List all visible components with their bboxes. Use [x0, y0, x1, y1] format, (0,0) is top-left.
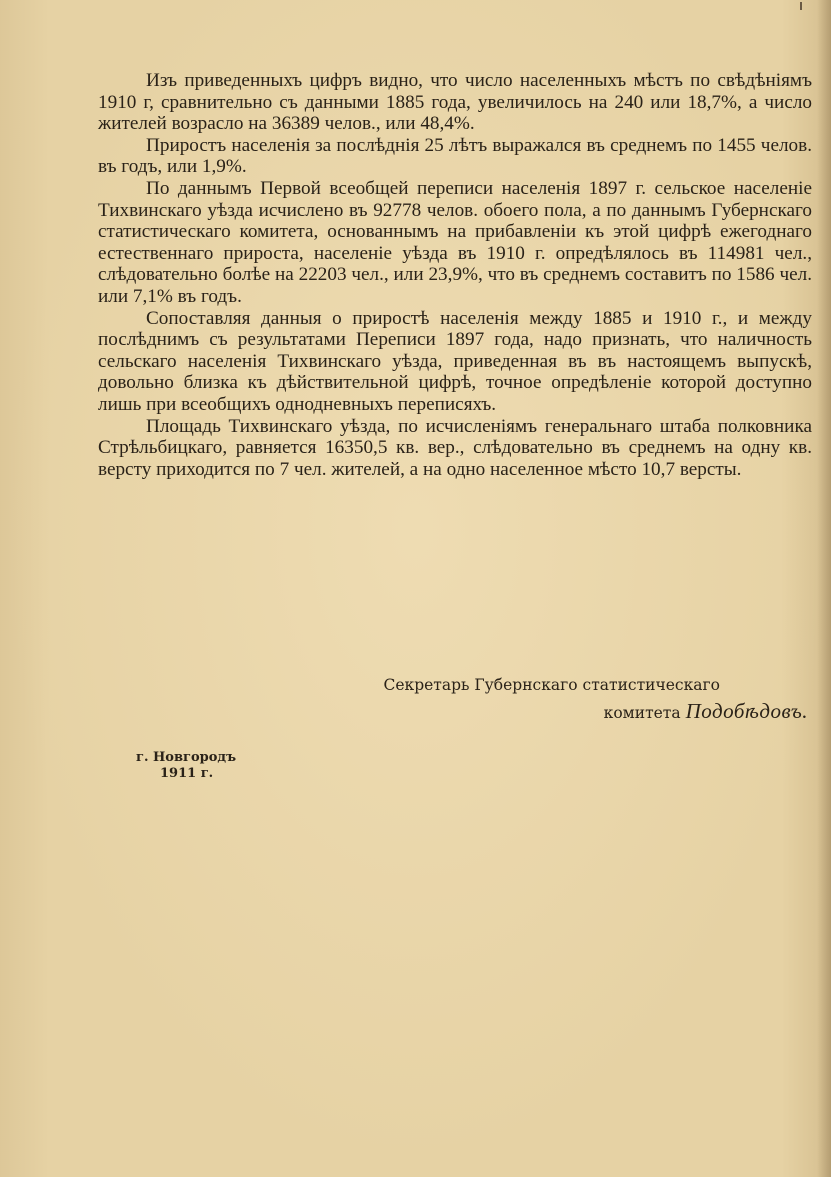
place-date	[136, 750, 236, 782]
paragraph-1: Изъ приведенныхъ цифръ видно, что число населенныхъ мѣстъ по свѣдѣніямъ 1910 г, сравнительно съ данными 1885 года, увеличилось на 240 или 18,7%, а число жителей возрасло на 36389 челов., или 48,4%.	[98, 70, 812, 135]
signature-committee: комитета	[603, 704, 681, 722]
paragraph-5: Площадь Тихвинскаго уѣзда, по исчисленіямъ генеральнаго штаба полковника Стрѣльбицкаго, равняется 16350,5 кв. вер., слѣдовательно въ среднемъ на одну кв. версту приходится по 7 чел. жителей, а на одно населенное мѣсто 10,7 версты.	[98, 415, 812, 480]
signature-block	[330, 672, 808, 726]
place-year: 1911 г.	[160, 766, 214, 781]
signature-line	[330, 698, 808, 726]
signature-title: Секретарь Губернскаго статистическаго	[383, 676, 720, 694]
signature-name: Подобѣдовъ.	[685, 699, 808, 723]
paragraph-2: Приростъ населенія за послѣднія 25 лѣтъ выражался въ среднемъ по 1455 челов. въ годъ, или 1,9%.	[98, 134, 812, 178]
page-edge-shadow	[817, 0, 831, 1177]
body-text	[98, 70, 812, 480]
page-mark	[800, 2, 802, 10]
place-city: г. Новгородъ	[136, 750, 237, 765]
paragraph-4: Сопоставляя данныя о приростѣ населенія между 1885 и 1910 г., и между послѣднимъ съ результатами Переписи 1897 года, надо признать, что наличность сельскаго населенія Тихвинскаго уѣзда, приведенная въ въ настоящемъ выпускѣ, довольно близка къ дѣйствительной цифрѣ, точное опредѣленіе которой доступно лишь при всеобщихъ однодневныхъ переписяхъ.	[98, 307, 812, 415]
paragraph-3: По даннымъ Первой всеобщей переписи населенія 1897 г. сельское населеніе Тихвинскаго уѣзда исчислено въ 92778 челов. обоего пола, а по даннымъ Губернскаго статистическаго комитета, основаннымъ на прибавленіи къ этой цифрѣ ежегоднаго естественнаго прироста, населеніе уѣзда въ 1910 г. опредѣлялось въ 114981 чел., слѣдовательно болѣе на 22203 чел., или 23,9%, что въ среднемъ составитъ по 1586 чел. или 7,1% въ годъ.	[98, 177, 812, 307]
